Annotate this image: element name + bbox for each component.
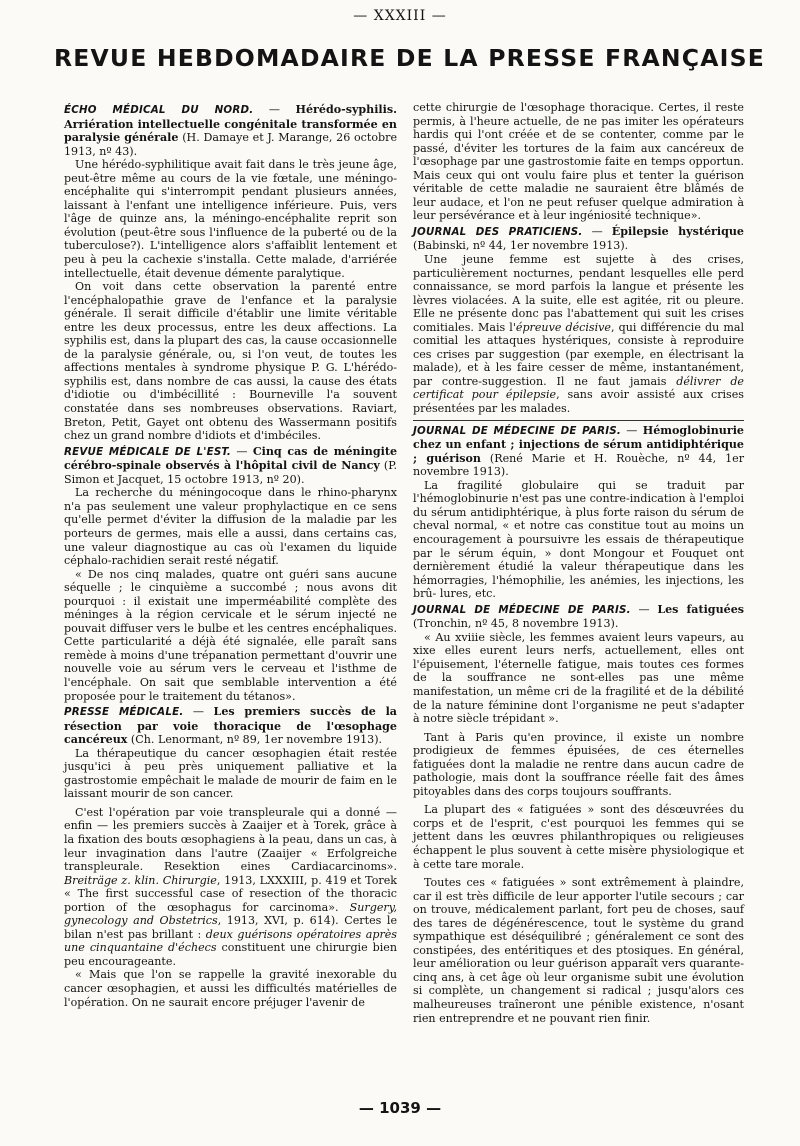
article-heading: JOURNAL DE MÉDECINE DE PARIS. — Les fatiguées (Tronchin, nº 45, 8 novembre 1913). bbox=[413, 602, 744, 631]
journal-name: ÉCHO MÉDICAL DU NORD. bbox=[64, 104, 254, 116]
page-number: — 1039 — bbox=[358, 1099, 442, 1117]
article-heading: PRESSE MÉDICALE. — Les premiers succès de la résection par voie thoracique de l'œsophage cancéreux (Ch. Lenormant, nº 89, 1er novembre 1913). bbox=[64, 705, 397, 747]
article-authors: (P. Simon et Jacquet, 15 octobre 1913, nº 20). bbox=[64, 459, 397, 486]
paragraph: Tant à Paris qu'en province, il existe un nombre prodigieux de femmes épuisées, de ces éternelles fatiguées dont la maladie ne rentre dans aucun cadre de pathologie, mais dont la souffrance réelle fait des âmes pitoyables dans des corps toujours souffrants. bbox=[413, 730, 744, 798]
article-title: Cinq cas de méningite cérébro-spinale observés à l'hôpital civil de Nancy bbox=[64, 444, 397, 473]
article-authors: (Ch. Lenormant, nº 89, 1er novembre 1913). bbox=[127, 733, 383, 747]
paragraph: Une jeune femme est sujette à des crises, particulièrement nocturnes, pendant lesquelles elle perd connaissance, se mord parfois la langue et présente les lèvres violacées. A la suite, elle est agitée, rit ou pleure. Elle ne présente donc pas l'abattement qui suit les crises comitiales. Mais l'épreuve décisive, qui différencie du mal comitial les attaques hystériques, consiste à reproduire ces crises par suggestion (par exemple, en électrisant la malade), et à les faire cesser de même, instantanément, par contre-suggestion. Il ne faut jamais délivrer de certificat pour épilepsie, sans avoir assisté aux crises présentées par les malades. bbox=[413, 253, 745, 416]
page-title: REVUE HEBDOMADAIRE DE LA PRESSE FRANÇAISE bbox=[54, 44, 765, 72]
article-authors: (Tronchin, nº 45, 8 novembre 1913). bbox=[413, 617, 619, 631]
right-column bbox=[413, 101, 744, 1025]
article-heading: ÉCHO MÉDICAL DU NORD. — Hérédo-syphilis. Arriération intellectuelle congénitale transformée en paralysie générale (H. Damaye et J. Marange, 26 octobre 1913, nº 43). bbox=[64, 103, 398, 158]
article-heading: REVUE MÉDICALE DE L'EST. — Cinq cas de méningite cérébro-spinale observés à l'hôpital civil de Nancy (P. Simon et Jacquet, 15 octobre 1913, nº 20). bbox=[64, 444, 397, 486]
paragraph: « De nos cinq malades, quatre ont guéri sans aucune séquelle ; le cinquième a succombé ; nous avons dit pourquoi : il existait une imperméabilité complète des méninges à la région cervicale et le sérum injecté ne pouvait diffuser vers le bulbe et les centres encéphaliques. Cette particularité a déjà été signalée, elle paraît sans remède à moins d'une trépanation permettant d'ouvrir une nouvelle voie au sérum vers le cerveau et l'isthme de l'encéphale. On sait que semblable intervention a été proposée pour le traitement du tétanos». bbox=[64, 567, 397, 703]
article-title: Hérédo-syphilis. Arriération intellectuelle congénitale transformée en paralysie générale bbox=[64, 103, 397, 145]
article-title: Les fatiguées bbox=[657, 602, 744, 616]
paragraph: On voit dans cette observation la parenté entre l'encéphalopathie grave de l'enfance et la paralysie générale. Il serait difficile d'établir une limite véritable entre les deux processus, entre les deux affections. La syphilis est, dans la plupart des cas, la cause occasionnelle de la paralysie générale, ou, si l'on veut, de toutes les affections mentales à syndrome physique P. G. L'hérédo-syphilis est, dans nombre de cas aussi, la cause des états d'idiotie ou d'imbécillité : Bourneville l'a souvent constatée dans ses nombreuses observations. Raviart, Breton, Petit, Gayet ont obtenu des Wassermann positifs chez un grand nombre d'idiots et d'imbéciles. bbox=[64, 280, 397, 443]
quotation: deux guérisons opératoires après une cinquantaine d'échecs bbox=[64, 927, 398, 955]
article-title: Les premiers succès de la résection par voie thoracique de l'œsophage cancéreux bbox=[64, 705, 397, 747]
paragraph: La fragilité globulaire qui se traduit par l'hémoglobinurie n'est pas une contre-indication à l'emploi du sérum antidiphtérique, à plus forte raison du sérum de cheval normal, « et notre cas constitue tout au moins un encouragement à poursuivre les essais de thérapeutique par le sérum équin, » dont Mongour et Fouquet ont dernièrement étudié la valeur thérapeutique dans les hémorragies, l'hémophilie, les anémies, les injections, les brû- lures, etc. bbox=[413, 478, 744, 601]
article-heading: JOURNAL DE MÉDECINE DE PARIS. — Hémoglobinurie chez un enfant ; injections de sérum antidiphtérique ; guérison (René Marie et H. Rouèche, nº 44, 1er novembre 1913). bbox=[413, 423, 745, 479]
journal-name: JOURNAL DE MÉDECINE DE PARIS. bbox=[413, 603, 631, 616]
article-authors: (René Marie et H. Rouèche, nº 44, 1er novembre 1913). bbox=[413, 451, 745, 479]
article-heading: JOURNAL DES PRATICIENS. — Épilepsie hystérique (Babinski, nº 44, 1er novembre 1913). bbox=[413, 224, 744, 253]
journal-name: JOURNAL DE MÉDECINE DE PARIS. bbox=[413, 424, 621, 437]
article-title: Épilepsie hystérique bbox=[611, 224, 744, 238]
page-roman-numeral: — XXXIII — bbox=[353, 8, 447, 24]
journal-name: JOURNAL DES PRATICIENS. bbox=[413, 225, 583, 238]
citation: Breiträge z. klin. Chirurgie bbox=[64, 873, 217, 887]
article-authors: (H. Damaye et J. Marange, 26 octobre 1913, nº 43). bbox=[64, 131, 398, 158]
paragraph: « Au xviiie siècle, les femmes avaient leurs vapeurs, au xixe elles eurent leurs nerfs, actuellement, elles ont l'épuisement, l'éternelle fatigue, mais toutes ces formes de la souffrance ne sont-elles pas une même manifestation, un même cri de la fragilité et de la débilité de la nature féminine dont l'organisme ne peut s'adapter à notre siècle trépidant ». bbox=[413, 630, 744, 726]
paragraph: La thérapeutique du cancer œsophagien était restée jusqu'ici à peu près uniquement palliative et la gastrostomie empêchait le malade de mourir de faim en le laissant mourir de son cancer. bbox=[64, 746, 397, 801]
paragraph: « Mais que l'on se rappelle la gravité inexorable du cancer œsophagien, et aussi les difficultés matérielles de l'opération. On ne saurait encore préjuger l'avenir de bbox=[64, 968, 397, 1009]
article-authors: (Babinski, nº 44, 1er novembre 1913). bbox=[413, 239, 629, 253]
paragraph: C'est l'opération par voie transpleurale qui a donné — enfin — les premiers succès à Zaaijer et à Torek, grâce à la fixation des bouts œsophagiens à la peau, dans un cas, à leur invagination dans l'autre (Zaaijer « Erfolgreiche transpleurale. Resektion eines Cardiacarcinoms». Breiträge z. klin. Chirurgie, 1913, LXXXIII, p. 419 et Torek « The first successful case of resection of the thoracic portion of the œsophagus for carcinoma». Surgery, gynecology and Obstetrics, 1913, XVI, p. 614). Certes le bilan n'est pas brillant : deux guérisons opératoires après une cinquantaine d'échecs constituent une chirurgie bien peu encourageante. bbox=[64, 805, 398, 968]
article-title: Hémoglobinurie chez un enfant ; injections de sérum antidiphtérique ; guérison bbox=[413, 423, 744, 465]
journal-name: PRESSE MÉDICALE. bbox=[64, 706, 184, 719]
paragraph: Une hérédo-syphilitique avait fait dans le très jeune âge, peut-être même au cours de la vie fœtale, une méningo-encéphalite qui s'interrompit pendant plusieurs années, laissant à l'enfant une intelligence inférieure. Puis, vers l'âge de quinze ans, la méningo-encéphalite reprit son évolution (peut-être sous l'influence de la puberté ou de la tuberculose?). L'intelligence alors s'affaiblit lentement et peu à peu la cachexie s'installa. Cette malade, d'arriérée intellectuelle, était devenue démente paralytique. bbox=[64, 158, 397, 280]
citation: Surgery, gynecology and Obstetrics bbox=[64, 900, 398, 928]
paragraph: La recherche du méningocoque dans le rhino-pharynx n'a pas seulement une valeur prophylactique en ce sens qu'elle permet d'éviter la diffusion de la maladie par les porteurs de germes, mais elle a aussi, dans certains cas, une valeur diagnostique au cas où l'examen du liquide céphalo-rachidien serait resté négatif. bbox=[64, 486, 397, 568]
paragraph: Toutes ces « fatiguées » sont extrêmement à plaindre, car il est très difficile de leur apporter l'utile secours ; car on trouve, médicalement parlant, fort peu de choses, sauf des tares de dégénérescence, tout le système du grand sympathique est déséquilibré ; généralement ce sont des constipées, des entéritiques et des ptosiques. En général, leur amélioration ou leur guérison apparaît vers quarante-cinq ans, à cet âge où leur organisme subit une évolution si complète, un changement si radical ; jusqu'alors ces malheureuses traîneront une pénible existence, n'osant rien entreprendre et ne pouvant rien finir. bbox=[413, 876, 744, 1025]
section-divider bbox=[413, 420, 744, 421]
left-column bbox=[64, 101, 397, 1009]
paragraph: cette chirurgie de l'œsophage thoracique. Certes, il reste permis, à l'heure actuelle, de ne pas imiter les opérateurs hardis qui l'ont créée et de se contenter, comme par le passé, d'éviter les tortures de la faim aux cancéreux de l'œsophage par une gastrostomie faite en temps opportun. Mais ceux qui ont voulu faire plus et tenter la guérison véritable de cette maladie ne sauraient être blâmés de leur audace, et l'on ne peut refuser quelque admiration à leur persévérance et à leur ingéniosité technique». bbox=[413, 101, 744, 223]
journal-name: REVUE MÉDICALE DE L'EST. bbox=[64, 445, 232, 458]
paragraph: La plupart des « fatiguées » sont des désœuvrées du corps et de l'esprit, c'est pourquoi les femmes qui se jettent dans les œuvres philanthropiques ou religieuses échappent le plus souvent à cette misère physiologique et à cette tare morale. bbox=[413, 803, 744, 871]
